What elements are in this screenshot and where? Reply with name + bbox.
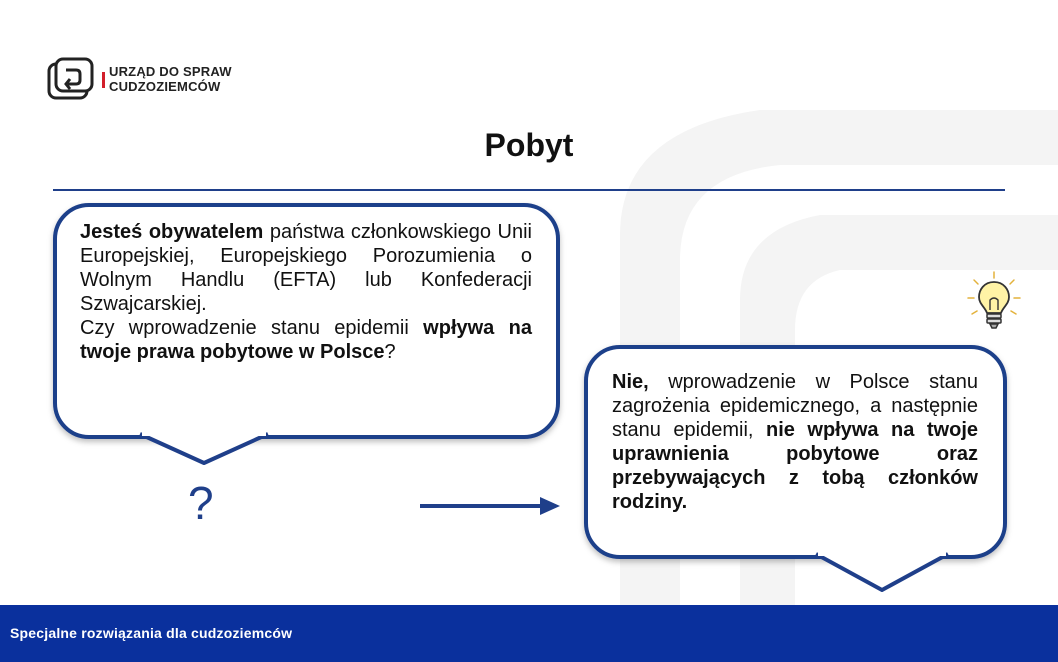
footer-label: Specjalne rozwiązania dla cudzoziemców	[10, 625, 293, 641]
left-p1-text: państwa członkowskiego Unii Europejskiej, Europejskiego Porozumienia o Wolnym Handlu (EFTA) lub Konfederacji Szwajcarskiej.	[80, 221, 533, 315]
left-p2-end: ?	[384, 341, 396, 363]
right-bold-end: nie wpływa na twoje uprawnienia pobytowe oraz przebywających z tobą członków rodziny.	[612, 419, 979, 513]
left-p2-text: Czy wprowadzenie stanu epidemii	[80, 317, 409, 339]
page-title: Pobyt	[484, 127, 574, 163]
left-p2-bold: wpływa na twoje prawa pobytowe w Polsce	[80, 317, 533, 363]
right-bubble-text	[612, 370, 978, 514]
left-bold-2: obywatelem	[148, 221, 264, 243]
logo-line1: URZĄD DO SPRAW	[109, 64, 232, 79]
right-bold-start: Nie,	[612, 371, 649, 393]
question-mark: ?	[188, 477, 214, 529]
left-bubble-text	[80, 220, 532, 364]
lightbulb-icon	[966, 270, 1022, 334]
left-bold-1: Jesteś	[80, 221, 143, 243]
logo-line2: CUDZOZIEMCÓW	[109, 79, 221, 94]
footer-bar	[0, 605, 1058, 662]
right-arrow-icon	[420, 495, 560, 517]
right-text: wprowadzenie w Polsce stanu zagrożenia epidemicznego, a następnie stanu epidemii,	[612, 371, 978, 441]
